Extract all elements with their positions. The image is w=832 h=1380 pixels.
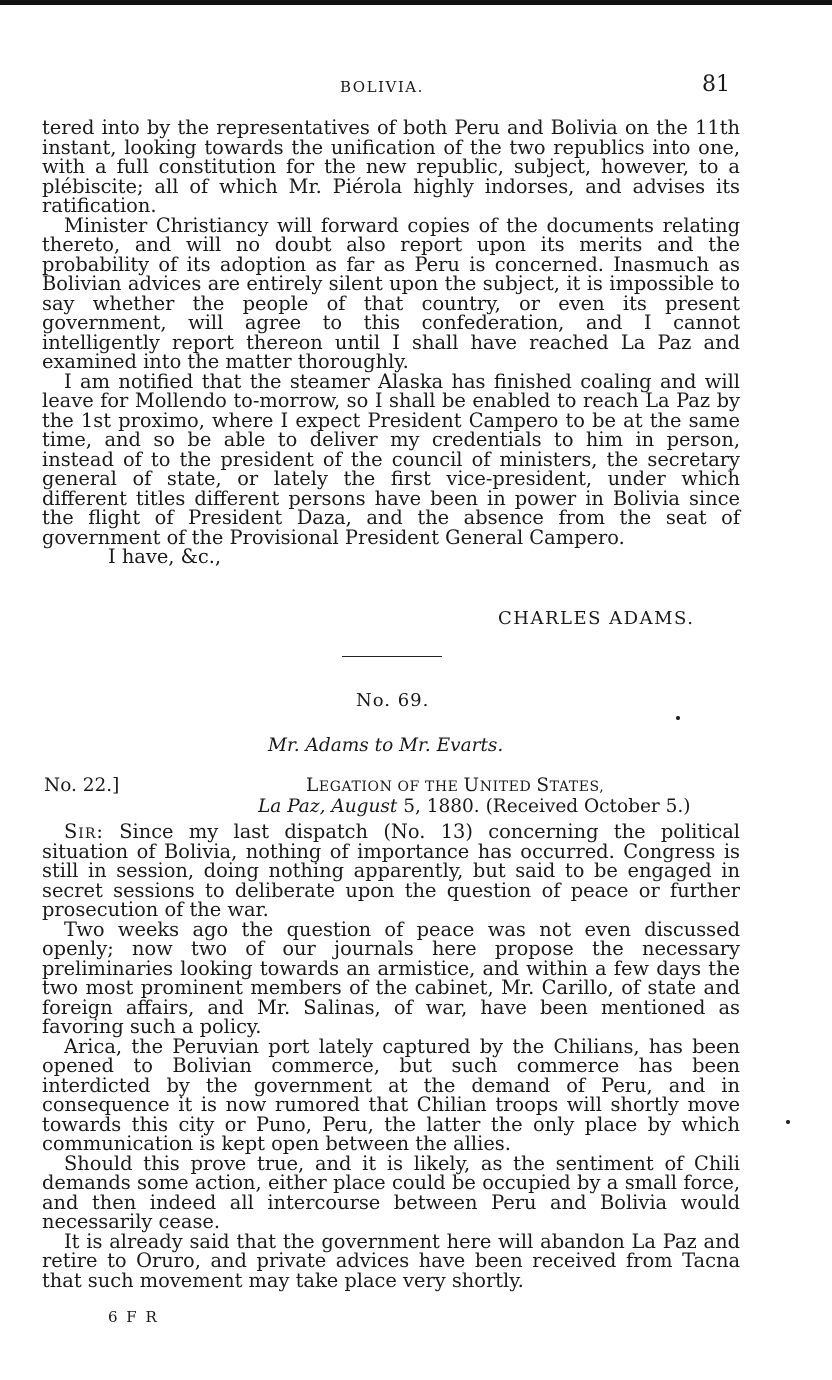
paragraph: Two weeks ago the question of peace was not even discussed openly; now two of our journals here propose the necessary preliminaries looking towards an armistice, and within a few days the two most prominent members of the cabinet, Mr. Carillo, of state and foreign affairs, and Mr. Salinas, of war, have been mentioned as favoring such a policy. <box>42 917 740 1038</box>
salutation: Sir: <box>64 820 104 843</box>
legation-smallcaps: TATES, <box>549 779 605 795</box>
speck-mark <box>676 716 680 720</box>
closing-line: I have, &c., <box>108 545 222 568</box>
legation-cap: S <box>536 775 550 796</box>
legation-heading <box>306 775 604 796</box>
paragraph: It is already said that the government here will abandon La Paz and retire to Oruro, and private advices have been received from Tacna that such movement may take place very shortly. <box>42 1229 740 1292</box>
dispatch-number: No. 22.] <box>44 775 120 796</box>
signature: CHARLES ADAMS. <box>498 608 695 629</box>
signature-mark: 6 F R <box>108 1308 159 1326</box>
running-head: BOLIVIA. <box>340 78 424 96</box>
place-date-rest: 5, 1880. (Received October 5.) <box>397 796 691 817</box>
legation-smallcaps: EGATION OF THE <box>318 779 464 795</box>
paragraph: Should this prove true, and it is likely, as the sentiment of Chili demands some action, either place could be occupied by a small force, and then indeed all intercourse between Peru and Bolivia would necessarily cease. <box>42 1151 740 1233</box>
paragraph: tered into by the representatives of both Peru and Bolivia on the 11th instant, looking towards the unification of the two republics into one, with a full constitution for the new republic, subject, however, to a plébiscite; all of which Mr. Piérola highly indorses, and advises its ratification. <box>42 116 740 217</box>
page-top-border <box>0 0 832 5</box>
legation-cap: U <box>463 775 480 796</box>
legation-smallcaps: NITED <box>479 779 537 795</box>
document-subtitle: Mr. Adams to Mr. Evarts. <box>268 735 504 756</box>
paragraph: Arica, the Peruvian port lately captured by the Chilians, has been opened to Bolivian commerce, but such commerce has been interdicted by the government at the demand of Peru, and in consequence it is now rumored that Chilian troops will shortly move towards this city or Puno, Peru, the latter the only place by which communication is kept open between the allies. <box>42 1034 740 1155</box>
paragraph <box>42 822 740 920</box>
letter-continuation <box>42 118 740 567</box>
place-date <box>258 796 691 817</box>
paragraph: I am notified that the steamer Alaska has finished coaling and will leave for Mollendo to-morrow, so I shall be enabled to reach La Paz by the 1st proximo, where I expect President Campero to be at the same time, and so be able to deliver my credentials to him in person, instead of to the president of the council of ministers, the secretary general of state, or lately the first vice-president, under which different titles different persons have been in power in Bolivia since the flight of President Daza, and the absence from the seat of government of the Provisional President General Campero. <box>42 369 740 549</box>
document-number: No. 69. <box>356 690 430 711</box>
letter-body <box>42 822 740 1290</box>
speck-mark <box>786 1120 790 1124</box>
section-divider <box>342 656 442 657</box>
place-date-italic: La Paz, August <box>258 796 398 817</box>
page-number: 81 <box>702 72 730 97</box>
paragraph-text: Since my last dispatch (No. 13) concerning the political situation of Bolivia, nothing of importance has occurred. Congress is still in session, doing nothing apparently, but said to be engaged in secret sessions to deliberate upon the question of peace or further prosecution of the war. <box>42 820 740 921</box>
paragraph: Minister Christiancy will forward copies of the documents relating thereto, and will no doubt also report upon its merits and the probability of its adoption as far as Peru is concerned. Inasmuch as Bolivian advices are entirely silent upon the subject, it is impossible to say whether the people of that country, or even its present government, will agree to this confederation, and I cannot intelligently report thereon until I shall have reached La Paz and examined into the matter thoroughly. <box>42 213 740 373</box>
legation-cap: L <box>306 775 319 796</box>
